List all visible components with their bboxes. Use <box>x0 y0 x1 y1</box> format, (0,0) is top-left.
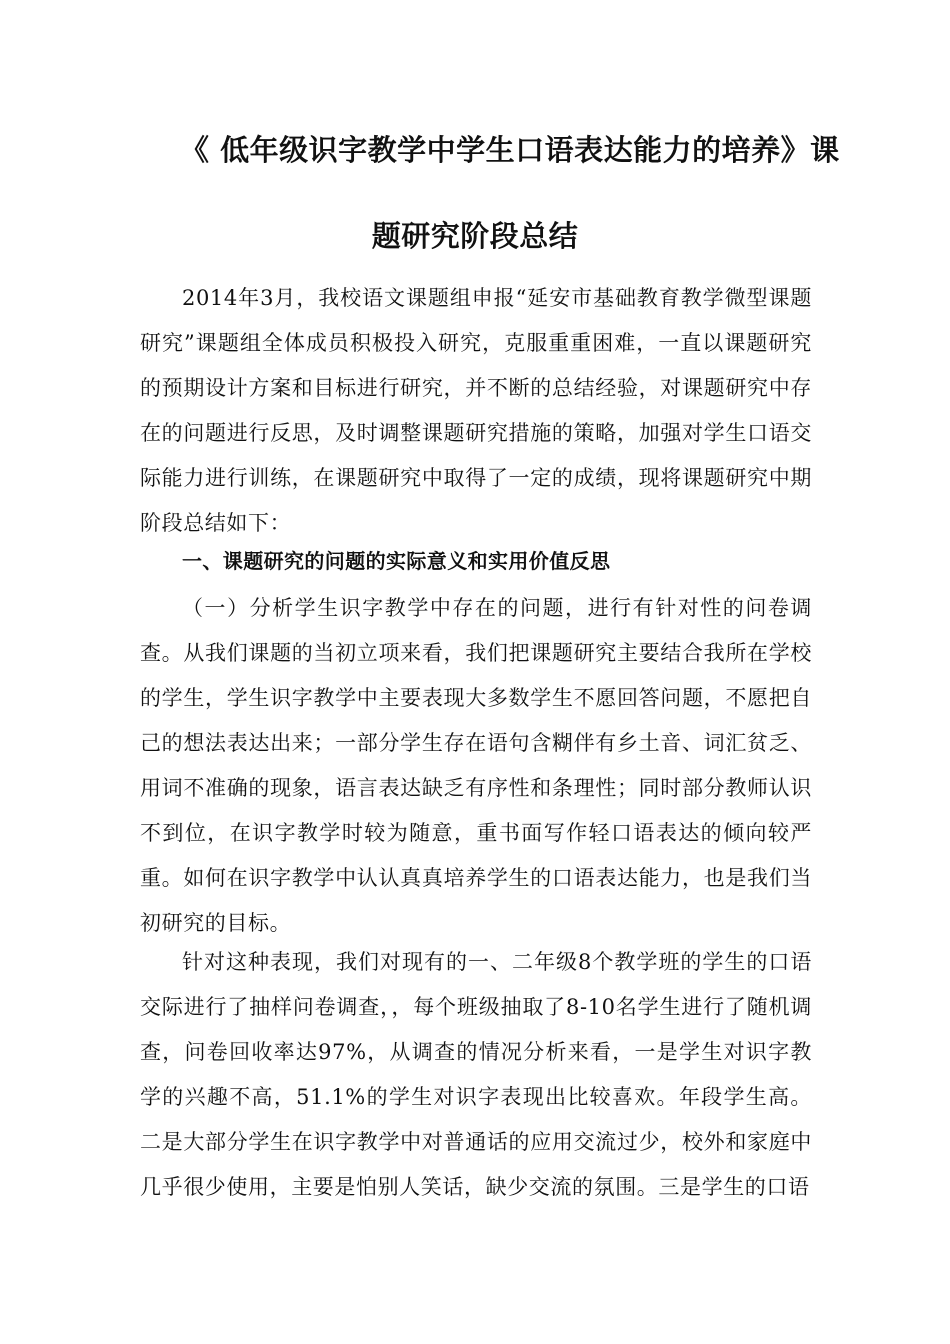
analysis-paragraph: （一）分析学生识字教学中存在的问题，进行有针对性的问卷调查。从我们课题的当初立项来看，我们把课题研究主要结合我所在学校的学生，学生识字教学中主要表现大多数学生不愿回答问题，不愿把自己的想法表达出来；一部分学生存在语句含糊伴有乡土音、词汇贫乏、用词不准确的现象，语言表达缺乏有序性和条理性；同时部分教师认识不到位，在识字教学时较为随意，重书面写作轻口语表达的倾向较严重。如何在识字教学中认认真真培养学生的口语表达能力，也是我们当初研究的目标。 <box>140 596 812 935</box>
intro-paragraph: 2014年3月，我校语文课题组申报“延安市基础教育教学微型课题研究”课题组全体成员积极投入研究，克服重重困难，一直以课题研究的预期设计方案和目标进行研究，并不断的总结经验，对课题研究中存在的问题进行反思，及时调整课题研究措施的策略，加强对学生口语交际能力进行训练，在课题研究中取得了一定的成绩，现将课题研究中期阶段总结如下： <box>140 286 812 535</box>
document-title-line-1: 《 低年级识字教学中学生口语表达能力的培养》课 <box>180 133 840 167</box>
section-heading: 一、课题研究的问题的实际意义和实用价值反思 <box>182 549 611 573</box>
survey-paragraph: 针对这种表现，我们对现有的一、二年级8个教学班的学生的口语交际进行了抽样问卷调查，，每个班级抽取了8-10名学生进行了随机调查，问卷回收率达97%，从调查的情况分析来看，一是学生对识字教学的兴趣不高，51.1%的学生对识字表现出比较喜欢。年段学生高。二是大部分学生在识字教学中对普通话的应用交流过少，校外和家庭中几乎很少使用，主要是怕别人笑话，缺少交流的氛围。三是学生的口语 <box>140 950 812 1199</box>
document-title-line-2: 题研究阶段总结 <box>371 219 579 253</box>
